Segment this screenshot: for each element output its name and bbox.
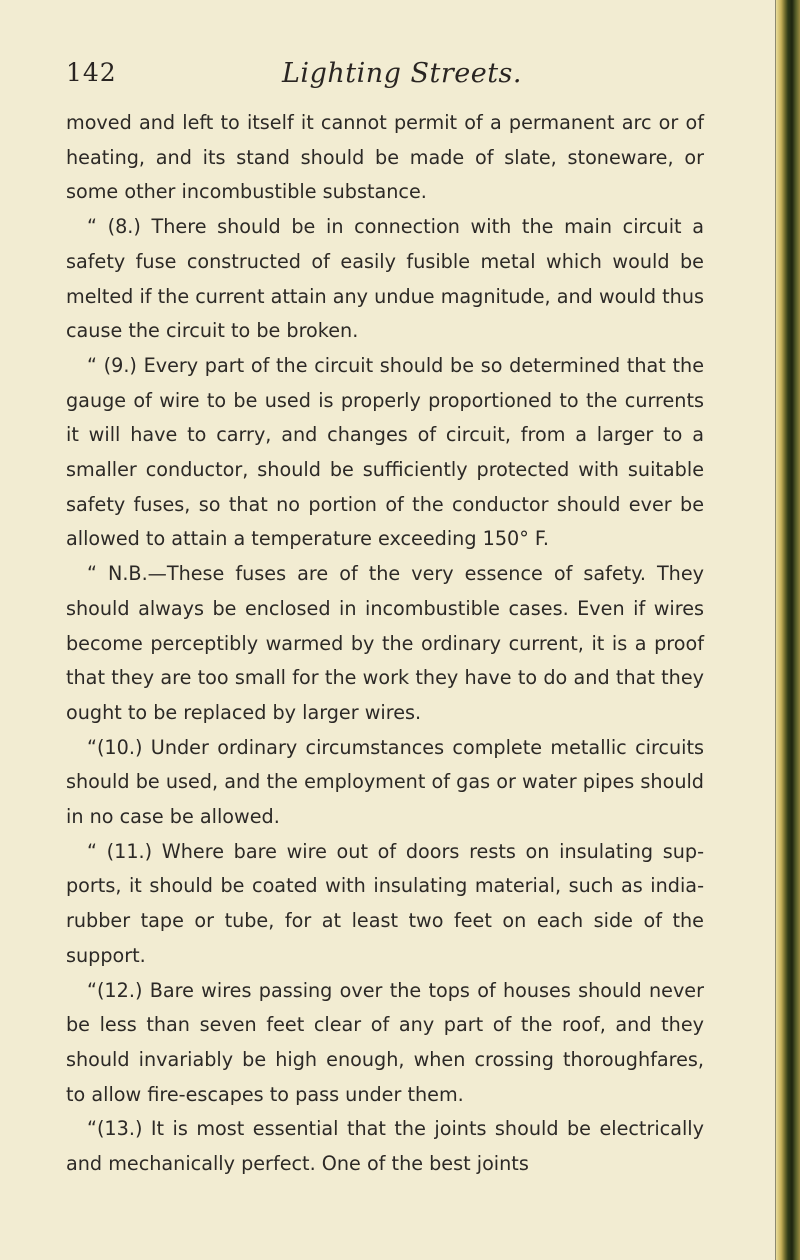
paragraph-nota-bene: “ N.B.—These fuses are of the very essence of safety. They should always be enclosed in incombustible cases. Even if wires become perceptibly warmed by the ordinary current, it is a proof that they are too small for the work they have to do and that they ought to be replaced by larger wires. — [66, 562, 704, 724]
body-text — [66, 106, 704, 1182]
book-binding-gutter — [776, 0, 800, 1260]
paragraph-rule-8: “ (8.) There should be in connection with the main circuit a safety fuse constructed of easily fusible metal which would be melted if the current attain any undue magnitude, and would thus cause the circuit to be broken. — [66, 215, 704, 343]
paragraph-rule-10: “(10.) Under ordinary circumstances complete metallic circuits should be used, and the employment of gas or water pipes should in no case be allowed. — [66, 735, 704, 829]
paragraph-rule-9: “ (9.) Every part of the circuit should be so determined that the gauge of wire to be used is properly proportioned to the currents it will have to carry, and changes of circuit, from a larger to a smaller conductor, should be sufficiently protected with suitable safety fuses, so that no portion of the conductor should ever be allowed to attain a temperature exceeding 150° F. — [66, 353, 704, 551]
paragraph-rule-12: “(12.) Bare wires passing over the tops of houses should never be less than seven feet clear of any part of the roof, and they should invariably be high enough, when crossing thoroughfares, to allow fire-escapes to pass under them. — [66, 978, 704, 1106]
paragraph-rule-13: “(13.) It is most essential that the joints should be electrically and mechanically perfect. One of the best joints — [66, 1117, 704, 1176]
page-number: 142 — [66, 58, 117, 87]
paragraph-continuation: moved and left to itself it cannot permit of a permanent arc or of heating, and its stand should be made of slate, stoneware, or some other incombustible substance. — [66, 111, 704, 204]
running-title: Lighting Streets. — [282, 58, 522, 89]
running-head — [66, 58, 766, 94]
paragraph-rule-11: “ (11.) Where bare wire out of doors rests on insulating sup- ports, it should be coated with insulating material, such as india-rubber tape or tube, for at least two feet on each side of the support. — [66, 839, 704, 967]
